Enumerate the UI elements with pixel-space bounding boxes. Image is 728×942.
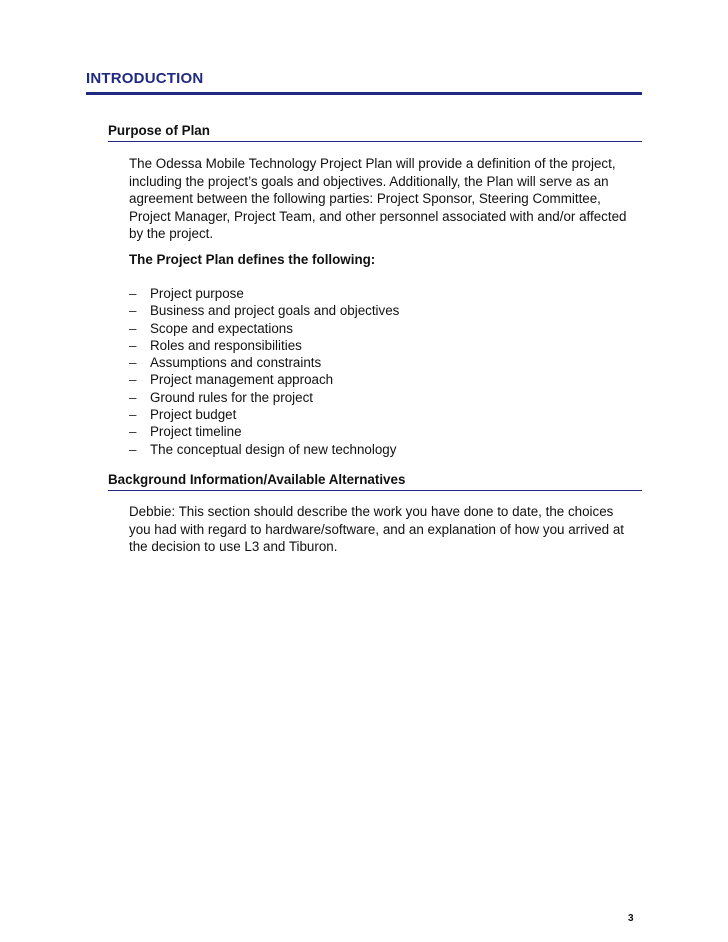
- dash-bullet: –: [129, 286, 137, 301]
- background-paragraph: Debbie: This section should describe the work you have done to date, the choices you had with regard to hardware/software, and an explanation of how you arrived at the decision to use L3 and Tiburon.: [129, 504, 625, 554]
- list-item-text: Roles and responsibilities: [150, 337, 302, 353]
- background-heading-rule: [108, 490, 642, 491]
- background-heading: Background Information/Available Alternatives: [108, 472, 406, 487]
- purpose-heading-rule: [108, 141, 642, 142]
- list-item-text: Project budget: [150, 407, 237, 423]
- dash-bullet: –: [129, 389, 137, 405]
- dash-bullet: –: [129, 407, 137, 423]
- dash-bullet: –: [129, 303, 137, 319]
- page-number: 3: [628, 913, 634, 924]
- list-item-text: Project purpose: [150, 286, 244, 301]
- list-item-text: Ground rules for the project: [150, 389, 314, 405]
- dash-bullet: –: [129, 441, 137, 457]
- list-item: [129, 441, 399, 458]
- purpose-paragraph: The Odessa Mobile Technology Project Plan will provide a definition of the project, including the project’s goals and objectives. Additionally, the Plan will serve as an agreement between the following parties: Project Sponsor, Steering Committee, Project Manager, Project Team, and other personnel associated with and/or affected by the project.: [129, 156, 627, 241]
- list-item: [129, 302, 399, 319]
- dash-bullet: –: [129, 372, 137, 388]
- list-item: [129, 337, 399, 354]
- defines-heading: The Project Plan defines the following:: [129, 252, 376, 267]
- list-item: [129, 320, 399, 337]
- defines-list: [129, 285, 399, 458]
- list-item-text: Scope and expectations: [150, 320, 293, 336]
- list-item: [129, 406, 399, 423]
- list-item: [129, 354, 399, 371]
- list-item-text: Project timeline: [150, 424, 242, 440]
- dash-bullet: –: [129, 337, 137, 353]
- list-item-text: The conceptual design of new technology: [150, 441, 397, 457]
- dash-bullet: –: [129, 424, 137, 440]
- list-item-text: Assumptions and constraints: [150, 355, 322, 371]
- list-item: [129, 389, 399, 406]
- list-item-text: Business and project goals and objectives: [150, 303, 400, 319]
- dash-bullet: –: [129, 355, 137, 371]
- section-title-rule: [86, 92, 642, 95]
- list-item: [129, 371, 399, 388]
- list-item: [129, 423, 399, 440]
- purpose-heading: Purpose of Plan: [108, 123, 210, 138]
- list-item-text: Project management approach: [150, 372, 334, 388]
- list-item: [129, 285, 399, 302]
- section-title: INTRODUCTION: [86, 70, 204, 87]
- dash-bullet: –: [129, 320, 137, 336]
